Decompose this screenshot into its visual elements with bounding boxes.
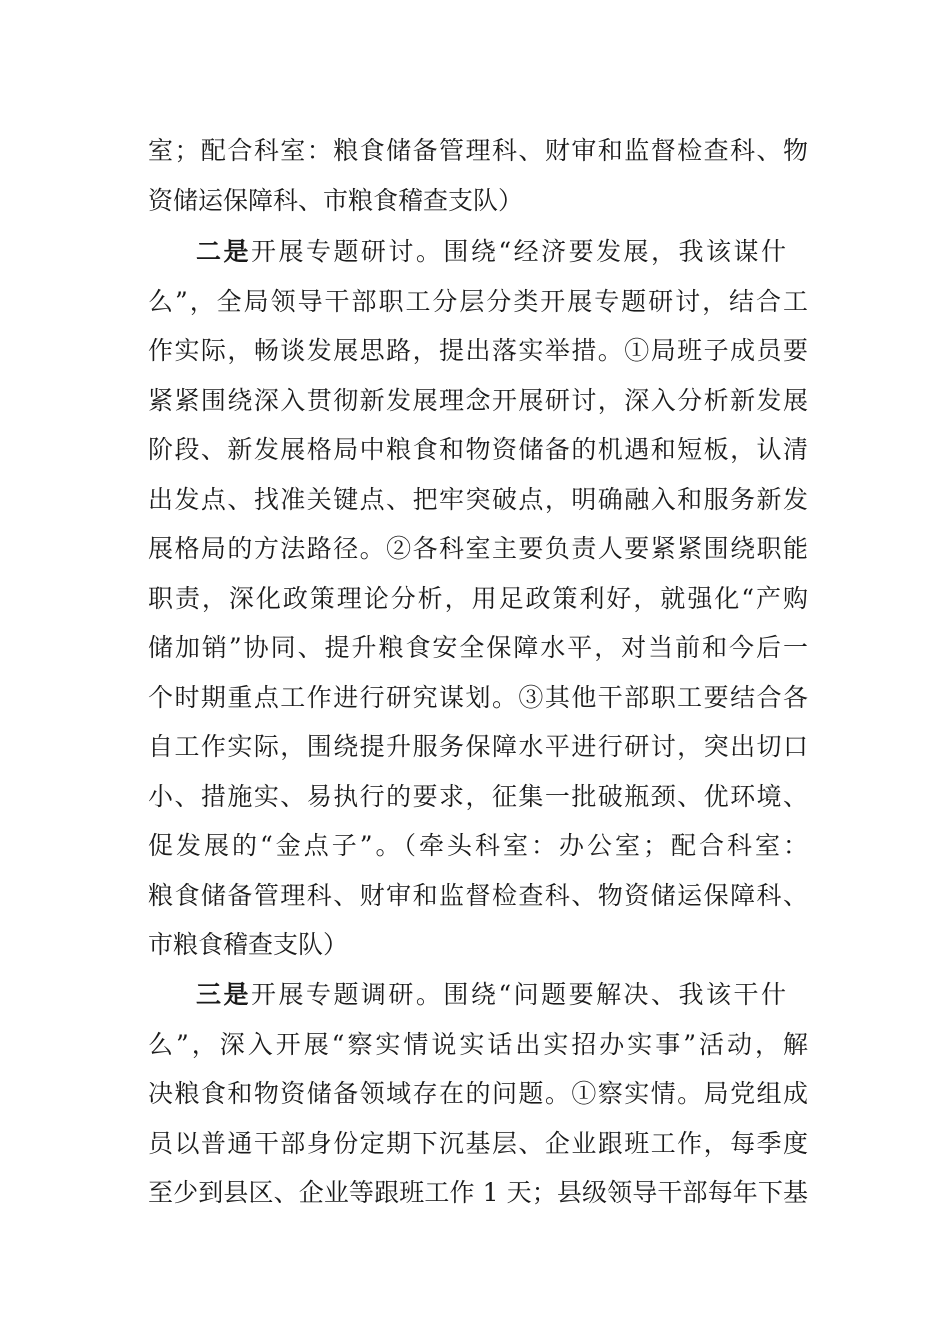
- text-line: 展格局的方法路径。②各科室主要负责人要紧紧围绕职能: [148, 534, 808, 563]
- text-line: 自工作实际，围绕提升服务保障水平进行研讨，突出切口: [148, 732, 808, 761]
- text-line: 个时期重点工作进行研究谋划。③其他干部职工要结合各: [148, 683, 808, 712]
- paragraph-lead-2: 二是: [196, 237, 251, 266]
- text-line: 么”，全局领导干部职工分层分类开展专题研讨，结合工: [148, 287, 808, 316]
- text-line: 么”，深入开展“察实情说实话出实招办实事”活动，解: [148, 1030, 808, 1059]
- text-line: 粮食储备管理科、财审和监督检查科、物资储运保障科、: [148, 881, 808, 910]
- text-line: 小、措施实、易执行的要求，征集一批破瓶颈、优环境、: [148, 782, 808, 811]
- text-line: 开展专题研讨。围绕“经济要发展，我该谋什: [250, 237, 786, 266]
- text-line: 储加销”协同、提升粮食安全保障水平，对当前和今后一: [148, 633, 808, 662]
- text-line: 室；配合科室：粮食储备管理科、财审和监督检查科、物: [148, 136, 808, 165]
- text-line: 决粮食和物资储备领域存在的问题。①察实情。局党组成: [148, 1079, 808, 1108]
- text-line: 职责，深化政策理论分析，用足政策利好，就强化“产购: [148, 584, 808, 613]
- paragraph-lead-3: 三是: [196, 980, 251, 1009]
- paragraph-2-first-line: [196, 226, 786, 278]
- text-line: 资储运保障科、市粮食稽查支队）: [148, 186, 524, 215]
- text-line: 阶段、新发展格局中粮食和物资储备的机遇和短板，认清: [148, 435, 808, 464]
- text-line: 紧紧围绕深入贯彻新发展理念开展研讨，深入分析新发展: [148, 386, 808, 415]
- text-line: 员以普通干部身份定期下沉基层、企业跟班工作，每季度: [148, 1129, 808, 1158]
- paragraph-3-first-line: [196, 969, 786, 1021]
- text-line: 促发展的“金点子”。（牵头科室：办公室；配合科室：: [148, 831, 808, 860]
- text-line: 开展专题调研。围绕“问题要解决、我该干什: [250, 980, 786, 1009]
- text-line: 出发点、找准关键点、把牢突破点，明确融入和服务新发: [148, 485, 808, 514]
- text-line: 市粮食稽查支队）: [148, 930, 349, 959]
- text-line: 作实际，畅谈发展思路，提出落实举措。①局班子成员要: [148, 336, 808, 365]
- text-line: 至少到县区、企业等跟班工作 1 天；县级领导干部每年下基: [148, 1178, 808, 1207]
